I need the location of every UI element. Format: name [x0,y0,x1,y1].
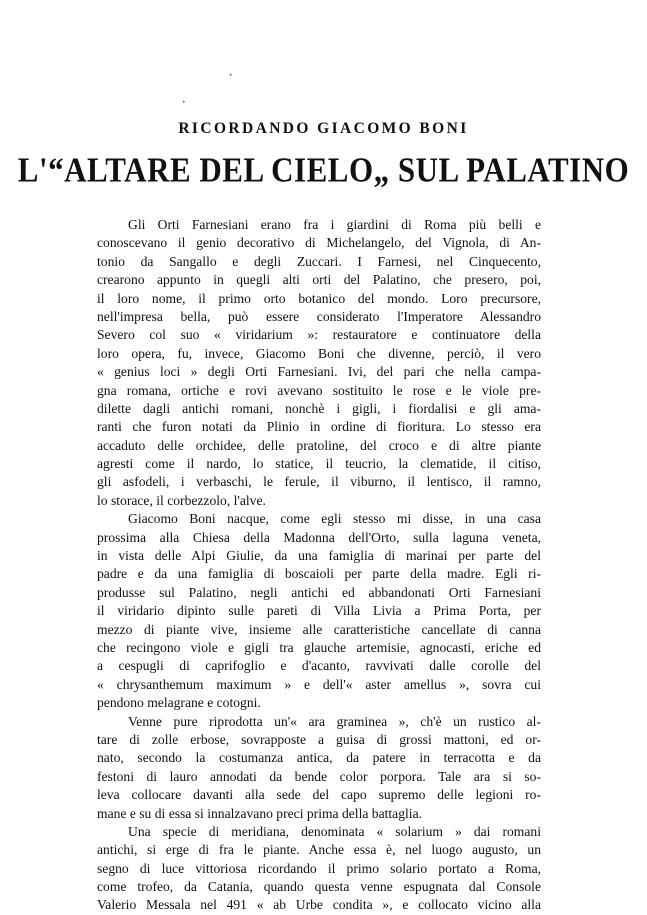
text-line: in vista delle Alpi Giulie, da una famiglia di marinai per parte del [97,548,541,564]
text-line: mezzo di piante vive, insieme alle caratteristiche cancellate di canna [97,621,541,637]
text-line: conoscevano il genio decorativo di Michelangelo, del Vignola, di An- [97,235,541,251]
text-line: Severo col suo « viridarium »: restauratore e continuatore della [97,327,541,343]
article-body [97,216,541,915]
text-line: loro opera, fu, invece, Giacomo Boni che divenne, perciò, il vero [97,345,541,361]
text-line: prossima alla Chiesa della Madonna dell'Orto, sulla laguna veneta, [97,529,541,545]
text-line: come trofeo, da Catania, quando questa venne espugnata dal Console [97,879,541,895]
scan-speck: • [229,72,233,79]
text-line: antichi, si erge di fra le piante. Anche essa è, nel luogo augusto, un [97,842,541,858]
text-line: gli asfodeli, i verbaschi, le ferule, il viburno, il lentisco, il ramno, [97,474,541,490]
text-line: leva collocare davanti alla sede del capo supremo delle legioni ro- [97,787,541,803]
text-line: segno di luce vittoriosa ricordando il primo solario portato a Roma, [97,860,541,876]
text-line: mane e su di essa si innalzavano preci prima della battaglia. [97,805,422,821]
paragraph [97,713,541,823]
text-line: Venne pure riprodotta un'« ara graminea », ch'è un rustico al- [128,713,541,729]
paragraph [97,216,541,510]
text-line: Valerio Messala nel 491 « ab Urbe condita », e collocato vicino alla [97,897,541,913]
text-line: agresti come il nardo, lo statice, il teucrio, la clematide, il citiso, [97,456,541,472]
scan-speck: • [182,99,186,106]
text-line: il viridario dipinto sulle pareti di Villa Livia a Prima Porta, per [97,603,541,619]
paragraph [97,823,541,915]
text-line: tare di zolle erbose, sovrapposte a guisa di grossi mattoni, ed or- [97,731,541,747]
text-line: il loro nome, il primo orto botanico del mondo. Loro precursore, [97,290,541,306]
text-line: Giacomo Boni nacque, come egli stesso mi disse, in una casa [128,511,541,527]
article-subtitle: RICORDANDO GIACOMO BONI [178,120,469,137]
text-line: nato, secondo la costumanza antica, da patere in terracotta e da [97,750,541,766]
text-line: pendono melagrane e cotogni. [97,695,261,711]
text-line: tonio da Sangallo e degli Zuccari. I Farnesi, nel Cinquecento, [97,253,541,269]
text-line: Gli Orti Farnesiani erano fra i giardini di Roma più belli e [128,217,541,232]
text-line: « genius loci » degli Orti Farnesiani. Ivi, del pari che nella campa- [97,364,541,380]
text-line: « chrysanthemum maximum » e dell'« aster amellus », sovra cui [97,676,541,692]
text-line: ranti che furon notati da Plinio in ordine di fioritura. Lo stesso era [97,419,541,435]
text-line: dilette dagli antichi romani, nonchè i gigli, i fiordalisi e gli ama- [97,400,541,416]
text-line: accaduto delle orchidee, delle pratoline, del croco e di altre piante [97,437,541,453]
text-line: padre e da una famiglia di boscaioli per parte della madre. Egli ri- [97,566,541,582]
text-line: lo storace, il corbezzolo, l'alve. [97,492,266,508]
article-title: L'“ALTARE DEL CIELO„ SUL PALATINO [17,150,630,190]
text-line: gna romana, ortiche e rovi avevano sostituito le rose e le viole pre- [97,382,541,398]
text-line: festoni di lauro annodati da bende color porpora. Tale ara si so- [97,768,541,784]
text-line: crearono appunto in quegli alti orti del Palatino, che presero, poi, [97,272,541,288]
text-line: Una specie di meridiana, denominata « solarium » dai romani [128,823,541,839]
text-line: nell'impresa bella, può essere considerato l'Imperatore Alessandro [97,308,541,324]
text-line: produsse sul Palatino, negli antichi ed abbandonati Orti Farnesiani [97,584,541,600]
text-line: che recingono viole e gigli tra glauche artemisie, agnocasti, eriche ed [97,639,541,655]
text-line: a cespugli di caprifoglio e d'acanto, ravvivati dalle corolle del [97,658,541,674]
paragraph [97,510,541,712]
